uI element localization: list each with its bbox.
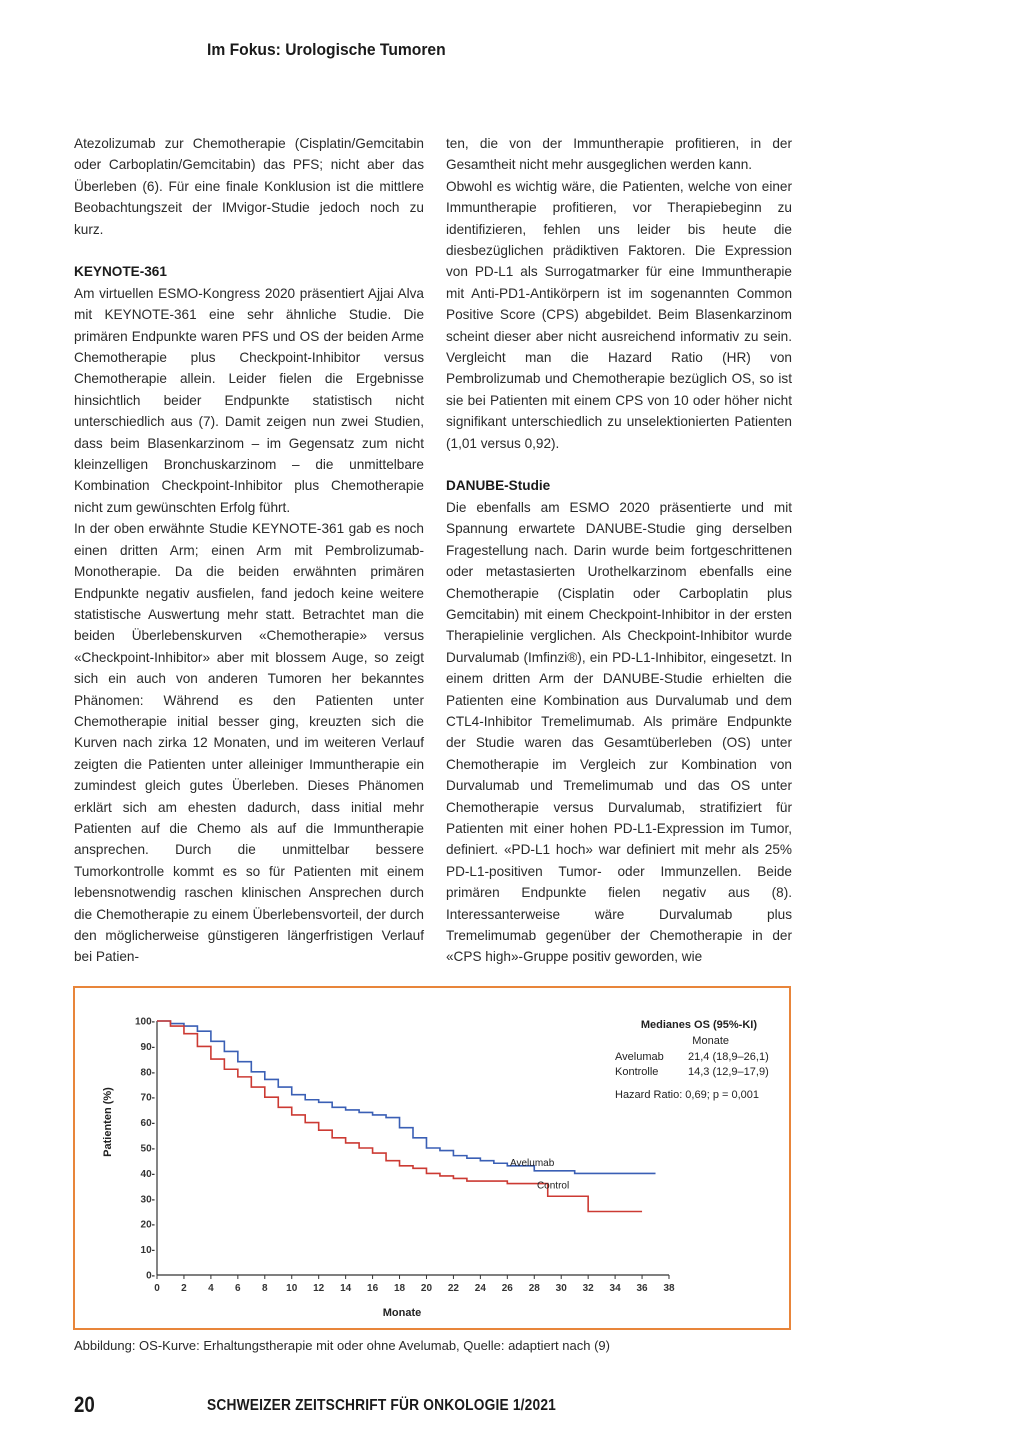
x-tick-label: 32 (582, 1283, 594, 1294)
legend-row-label: Avelumab (615, 1051, 664, 1063)
section-heading-danube: DANUBE-Studie (446, 478, 551, 494)
right-column (446, 133, 792, 968)
chart-series (157, 1021, 659, 1212)
x-tick-label: 14 (340, 1283, 352, 1294)
y-tick-label: 20- (140, 1219, 155, 1231)
x-tick-label: 28 (528, 1283, 540, 1294)
y-tick-label: 30- (140, 1194, 155, 1206)
section-heading-keynote: KEYNOTE-361 (74, 264, 167, 280)
left-column (74, 133, 424, 968)
x-tick-label: 24 (474, 1283, 486, 1294)
x-tick-label: 2 (181, 1283, 187, 1294)
x-tick-label: 30 (555, 1283, 567, 1294)
paragraph: ten, die von der Immuntherapie profitieren, in der Gesamtheit nicht mehr ausgeglichen werden kann. (446, 136, 792, 173)
legend-title: Medianes OS (95%-KI) (640, 1019, 757, 1031)
x-tick-label: 8 (262, 1283, 268, 1294)
x-tick-label: 6 (235, 1283, 241, 1294)
paragraph: Am virtuellen ESMO-Kongress 2020 präsentiert Ajjai Alva mit KEYNOTE-361 eine sehr ähnliche Studie. Die primären Endpunkte waren PFS und OS der beiden Arme Chemotherapie plus Checkpoint-Inhibitor versus Chemotherapie allein. Leider fielen die Ergebnisse hinsichtlich beider Endpunkte statistisch nicht unterschiedlich aus (7). Damit zeigen nun zwei Studien, dass beim Blasenkarzinom – im Gegensatz zum nicht kleinzelligen Bronchuskarzinom – die unmittelbare Kombination Checkpoint-Inhibitor plus Chemotherapie nicht zum gewünschten Erfolg führt. (74, 285, 424, 515)
figure-box (73, 986, 791, 1330)
hazard-ratio-text: Hazard Ratio: 0,69; p = 0,001 (615, 1089, 760, 1101)
x-tick-label: 36 (636, 1283, 648, 1294)
series-line-avelumab (157, 1021, 659, 1173)
y-tick-label: 0- (146, 1270, 155, 1282)
x-tick-label: 4 (208, 1283, 214, 1294)
chart-axes (135, 1017, 675, 1295)
paragraph: Atezolizumab zur Chemotherapie (Cisplatin/Gemcitabin oder Carboplatin/Gemcitabin) das PFS; nicht aber das Überleben (6). Für eine finale Konklusion ist die mittlere Beobachtungszeit der IMvigor-Studie jedoch noch zu kurz. (74, 136, 424, 237)
x-tick-label: 0 (154, 1283, 160, 1294)
legend-unit: Monate (692, 1035, 729, 1047)
y-tick-label: 80- (140, 1067, 155, 1079)
paragraph: Die ebenfalls am ESMO 2020 präsentierte und mit Spannung erwartete DANUBE-Studie ging derselben Fragestellung nach. Darin wurde beim fortgeschrittenen oder metastasierten Urothelkarzinom ebenfalls eine Chemotherapie (Cisplatin oder Carboplatin plus Gemcitabin) mit einem Checkpoint-Inhibitor in der ersten Therapielinie verglichen. Als Checkpoint-Inhibitor wurde Durvalumab (Imfinzi®), ein PD-L1-Inhibitor, eingesetzt. In einem dritten Arm der DANUBE-Studie erhielten die Patienten eine Kombination aus Durvalumab und dem CTL4-Inhibitor Tremelimumab. Als primäre Endpunkte der Studie waren das Gesamtüberleben (OS) unter Chemotherapie im Vergleich zur Kombination von Durvalumab und Tremelimumab und das OS unter Chemotherapie versus Durvalumab, stratifiziert für Patienten mit einer hohen PD-L1-Expression im Tumor, definiert. «PD-L1 hoch» war definiert mit mehr als 25% PD-L1-positiven Tumor- oder Immunzellen. Beide primären Endpunkte fielen negativ aus (8). Interessanterweise wäre Durvalumab plus Tremelimumab gegenüber der Chemotherapie in der «CPS high»-Gruppe positiv geworden, wie (446, 499, 792, 965)
y-tick-label: 60- (140, 1118, 155, 1130)
x-tick-label: 26 (501, 1283, 513, 1294)
x-tick-label: 12 (313, 1283, 325, 1294)
y-tick-label: 70- (140, 1092, 155, 1104)
figure-caption: Abbildung: OS-Kurve: Erhaltungstherapie mit oder ohne Avelumab, Quelle: adaptiert nach (9) (74, 1338, 610, 1353)
y-tick-label: 50- (140, 1143, 155, 1155)
x-tick-label: 34 (609, 1283, 621, 1294)
legend-row-value: 14,3 (12,9–17,9) (688, 1066, 769, 1078)
y-axis-label: Patienten (%) (102, 1087, 114, 1157)
journal-title: SCHWEIZER ZEITSCHRIFT FÜR ONKOLOGIE 1/2021 (207, 1397, 556, 1414)
x-axis-label: Monate (382, 1307, 422, 1319)
x-tick-label: 38 (663, 1283, 675, 1294)
series-label: Avelumab (510, 1157, 555, 1169)
x-tick-label: 22 (447, 1283, 459, 1294)
paragraph: Obwohl es wichtig wäre, die Patienten, welche von einer Immuntherapie profitieren, vor Therapiebeginn zu identifizieren, fehlen uns leider bis heute die diesbezüglichen prädiktiven Faktoren. Die Expression von PD-L1 als Surrogatmarker für eine Immuntherapie mit Anti-PD1-Antikörpern ist im sogenannten Common Positive Score (CPS) abgebildet. Beim Blasenkarzinom scheint dieser aber nicht ausreichend informativ zu sein. Vergleicht man die Hazard Ratio (HR) von Pembrolizumab und Chemotherapie bezüglich OS, so ist sie bei Patienten mit einem CPS von 10 oder höher nicht signifikant unterschiedlich zu unselektionierten Patienten (1,01 versus 0,92). (446, 178, 792, 451)
x-tick-label: 10 (286, 1283, 298, 1294)
section-header: Im Fokus: Urologische Tumoren (207, 40, 446, 59)
series-label: Control (536, 1180, 570, 1192)
x-tick-label: 20 (420, 1283, 433, 1294)
y-tick-label: 90- (140, 1041, 155, 1053)
page-number: 20 (74, 1392, 95, 1417)
survival-chart (75, 988, 789, 1328)
x-tick-label: 18 (393, 1283, 406, 1294)
series-line-control (157, 1021, 642, 1212)
y-tick-label: 40- (140, 1168, 155, 1180)
y-tick-label: 100- (134, 1016, 155, 1028)
legend-row-value: 21,4 (18,9–26,1) (688, 1051, 769, 1063)
y-tick-label: 10- (140, 1245, 155, 1257)
x-tick-label: 16 (367, 1283, 379, 1294)
paragraph: In der oben erwähnte Studie KEYNOTE-361 gab es noch einen dritten Arm; einen Arm mit Pembrolizumab-Monotherapie. Da die beiden erwähnten primären Endpunkte negativ ausfielen, fand jedoch keine weitere statistische Auswertung mehr statt. Betrachtet man die beiden Überlebenskurven «Chemotherapie» versus «Checkpoint-Inhibitor» aber mit blossem Auge, so zeigt sich ein auch von anderen Tumoren her bekanntes Phänomen: Während es den Patienten unter Chemotherapie initial besser ging, kreuzten sich die Kurven nach zirka 12 Monaten, und im weiteren Verlauf zeigten die Patienten unter alleiniger Immuntherapie ein zumindest gleich gutes Überleben. Dieses Phänomen erklärt sich am ehesten dadurch, dass initial mehr Patienten auf die Chemo als auf die Immuntherapie ansprechen. Durch die unmittelbar bessere Tumorkontrolle kommt es so für Patienten mit einem lebensnotwendig raschen klinischen Ansprechen durch die Chemotherapie zu einem Überlebensvorteil, der durch den möglicherweise günstigeren längerfristigen Verlauf bei Patien- (74, 521, 424, 965)
legend-row-label: Kontrolle (615, 1066, 659, 1078)
